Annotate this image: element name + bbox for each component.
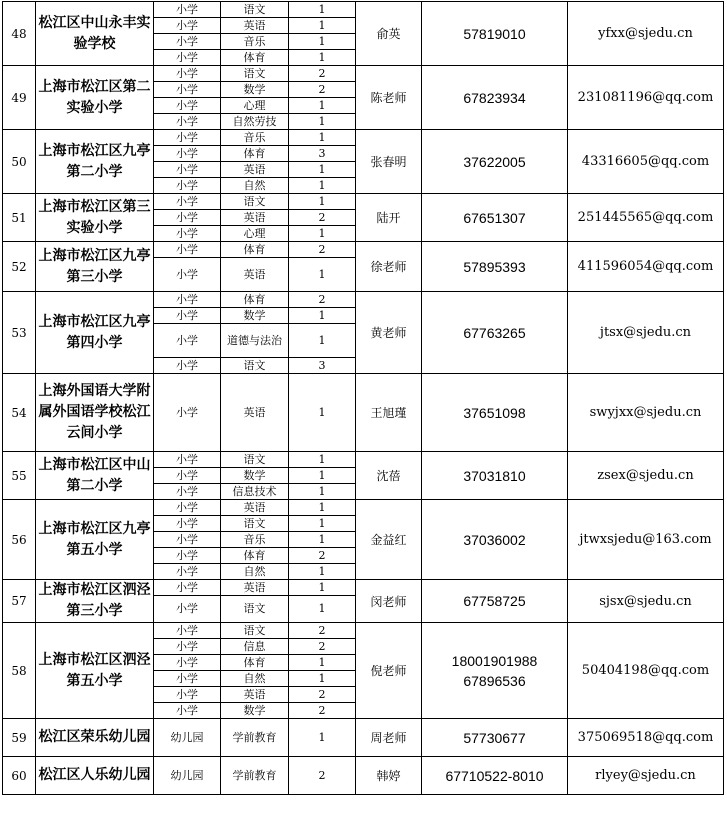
vacancy-subject: 英语 [221, 258, 289, 292]
vacancy-level: 小学 [154, 580, 221, 596]
table-row [3, 623, 724, 639]
contact-person: 俞英 [356, 2, 422, 66]
vacancy-level: 小学 [154, 292, 221, 308]
email-address: 50404198@qq.com [568, 623, 724, 719]
vacancy-count: 1 [289, 18, 356, 34]
vacancy-level: 小学 [154, 548, 221, 564]
table-row [3, 194, 724, 210]
table-body [3, 2, 724, 795]
vacancy-count: 1 [289, 226, 356, 242]
vacancy-level: 小学 [154, 564, 221, 580]
vacancy-count: 1 [289, 516, 356, 532]
vacancy-level: 小学 [154, 308, 221, 324]
table-row [3, 2, 724, 18]
vacancy-subject: 英语 [221, 687, 289, 703]
vacancy-subject: 心理 [221, 226, 289, 242]
contact-person: 韩婷 [356, 757, 422, 795]
vacancy-count: 1 [289, 719, 356, 757]
vacancy-count: 2 [289, 703, 356, 719]
vacancy-level: 幼儿园 [154, 719, 221, 757]
vacancy-subject: 语文 [221, 516, 289, 532]
vacancy-subject: 体育 [221, 50, 289, 66]
phone-number: 57730677 [422, 719, 568, 757]
vacancy-count: 1 [289, 484, 356, 500]
school-name: 上海市松江区九亭第五小学 [36, 500, 154, 580]
vacancy-count: 2 [289, 242, 356, 258]
email-address: rlyey@sjedu.cn [568, 757, 724, 795]
vacancy-level: 小学 [154, 639, 221, 655]
vacancy-subject: 音乐 [221, 34, 289, 50]
table-row [3, 242, 724, 258]
school-name: 上海外国语大学附属外国语学校松江云间小学 [36, 374, 154, 452]
contact-person: 闵老师 [356, 580, 422, 623]
vacancy-count: 1 [289, 468, 356, 484]
email-address: 411596054@qq.com [568, 242, 724, 292]
vacancy-level: 小学 [154, 162, 221, 178]
vacancy-subject: 学前教育 [221, 757, 289, 795]
school-name: 上海市松江区第二实验小学 [36, 66, 154, 130]
vacancy-subject: 学前教育 [221, 719, 289, 757]
table-row [3, 757, 724, 795]
vacancy-subject: 心理 [221, 98, 289, 114]
vacancy-count: 1 [289, 178, 356, 194]
vacancy-count: 3 [289, 358, 356, 374]
vacancy-subject: 数学 [221, 703, 289, 719]
vacancy-subject: 自然劳技 [221, 114, 289, 130]
email-address: jtsx@sjedu.cn [568, 292, 724, 374]
contact-person: 周老师 [356, 719, 422, 757]
vacancy-subject: 语文 [221, 596, 289, 623]
phone-number: 37036002 [422, 500, 568, 580]
school-number: 53 [3, 292, 36, 374]
school-number: 57 [3, 580, 36, 623]
vacancy-subject: 语文 [221, 194, 289, 210]
vacancy-count: 1 [289, 2, 356, 18]
email-address: zsex@sjedu.cn [568, 452, 724, 500]
vacancy-count: 1 [289, 532, 356, 548]
vacancy-count: 1 [289, 374, 356, 452]
vacancy-level: 小学 [154, 114, 221, 130]
vacancy-subject: 体育 [221, 292, 289, 308]
vacancy-count: 1 [289, 162, 356, 178]
vacancy-subject: 体育 [221, 548, 289, 564]
email-address: 375069518@qq.com [568, 719, 724, 757]
vacancy-level: 小学 [154, 226, 221, 242]
vacancy-subject: 语文 [221, 358, 289, 374]
vacancy-count: 1 [289, 98, 356, 114]
table-row [3, 580, 724, 596]
vacancy-subject: 语文 [221, 2, 289, 18]
table-row [3, 130, 724, 146]
vacancy-level: 小学 [154, 82, 221, 98]
vacancy-level: 小学 [154, 66, 221, 82]
school-number: 54 [3, 374, 36, 452]
vacancy-subject: 自然 [221, 671, 289, 687]
vacancy-count: 2 [289, 66, 356, 82]
contact-person: 徐老师 [356, 242, 422, 292]
vacancy-subject: 体育 [221, 242, 289, 258]
vacancy-count: 1 [289, 50, 356, 66]
email-address: 43316605@qq.com [568, 130, 724, 194]
vacancy-count: 1 [289, 580, 356, 596]
vacancy-table [2, 1, 724, 795]
vacancy-count: 1 [289, 34, 356, 50]
vacancy-count: 1 [289, 564, 356, 580]
contact-person: 王旭瑾 [356, 374, 422, 452]
contact-person: 金益红 [356, 500, 422, 580]
email-address: jtwxsjedu@163.com [568, 500, 724, 580]
vacancy-subject: 数学 [221, 82, 289, 98]
table-row [3, 292, 724, 308]
vacancy-level: 小学 [154, 374, 221, 452]
vacancy-count: 1 [289, 114, 356, 130]
phone-number: 37651098 [422, 374, 568, 452]
vacancy-level: 小学 [154, 258, 221, 292]
vacancy-level: 小学 [154, 596, 221, 623]
vacancy-subject: 数学 [221, 468, 289, 484]
table-row [3, 719, 724, 757]
school-name: 松江区人乐幼儿园 [36, 757, 154, 795]
vacancy-subject: 音乐 [221, 532, 289, 548]
school-name: 上海市松江区中山第二小学 [36, 452, 154, 500]
contact-person: 倪老师 [356, 623, 422, 719]
vacancy-level: 小学 [154, 210, 221, 226]
phone-number: 67758725 [422, 580, 568, 623]
contact-person: 黄老师 [356, 292, 422, 374]
school-number: 56 [3, 500, 36, 580]
vacancy-subject: 自然 [221, 564, 289, 580]
vacancy-level: 小学 [154, 2, 221, 18]
vacancy-level: 小学 [154, 623, 221, 639]
vacancy-subject: 语文 [221, 452, 289, 468]
email-address: 251445565@qq.com [568, 194, 724, 242]
vacancy-count: 2 [289, 687, 356, 703]
vacancy-count: 1 [289, 308, 356, 324]
vacancy-count: 1 [289, 671, 356, 687]
vacancy-count: 1 [289, 452, 356, 468]
vacancy-level: 小学 [154, 98, 221, 114]
vacancy-level: 小学 [154, 703, 221, 719]
vacancy-level: 幼儿园 [154, 757, 221, 795]
vacancy-count: 2 [289, 82, 356, 98]
vacancy-level: 小学 [154, 194, 221, 210]
school-number: 51 [3, 194, 36, 242]
vacancy-subject: 道德与法治 [221, 324, 289, 358]
vacancy-subject: 数学 [221, 308, 289, 324]
school-number: 52 [3, 242, 36, 292]
vacancy-subject: 英语 [221, 18, 289, 34]
vacancy-subject: 英语 [221, 162, 289, 178]
phone-number: 67710522-8010 [422, 757, 568, 795]
vacancy-subject: 体育 [221, 655, 289, 671]
school-number: 48 [3, 2, 36, 66]
vacancy-count: 1 [289, 324, 356, 358]
school-name: 上海市松江区泗泾第三小学 [36, 580, 154, 623]
vacancy-level: 小学 [154, 18, 221, 34]
vacancy-level: 小学 [154, 358, 221, 374]
table-row [3, 452, 724, 468]
vacancy-level: 小学 [154, 468, 221, 484]
vacancy-level: 小学 [154, 655, 221, 671]
contact-person: 陆开 [356, 194, 422, 242]
vacancy-level: 小学 [154, 452, 221, 468]
vacancy-count: 2 [289, 757, 356, 795]
school-number: 60 [3, 757, 36, 795]
phone-number: 57895393 [422, 242, 568, 292]
vacancy-level: 小学 [154, 671, 221, 687]
contact-person: 沈蓓 [356, 452, 422, 500]
vacancy-subject: 体育 [221, 146, 289, 162]
school-number: 49 [3, 66, 36, 130]
vacancy-count: 2 [289, 292, 356, 308]
vacancy-subject: 信息技术 [221, 484, 289, 500]
email-address: swyjxx@sjedu.cn [568, 374, 724, 452]
school-number: 50 [3, 130, 36, 194]
vacancy-level: 小学 [154, 484, 221, 500]
vacancy-count: 2 [289, 623, 356, 639]
vacancy-level: 小学 [154, 516, 221, 532]
vacancy-level: 小学 [154, 242, 221, 258]
vacancy-subject: 音乐 [221, 130, 289, 146]
vacancy-subject: 语文 [221, 66, 289, 82]
school-name: 上海市松江区九亭第四小学 [36, 292, 154, 374]
vacancy-count: 2 [289, 548, 356, 564]
school-name: 松江区荣乐幼儿园 [36, 719, 154, 757]
vacancy-count: 3 [289, 146, 356, 162]
email-address: 231081196@qq.com [568, 66, 724, 130]
table-row [3, 500, 724, 516]
school-number: 58 [3, 623, 36, 719]
vacancy-count: 1 [289, 130, 356, 146]
vacancy-count: 1 [289, 258, 356, 292]
vacancy-count: 1 [289, 194, 356, 210]
vacancy-subject: 英语 [221, 580, 289, 596]
table-row [3, 66, 724, 82]
vacancy-count: 2 [289, 210, 356, 226]
vacancy-level: 小学 [154, 500, 221, 516]
vacancy-subject: 英语 [221, 210, 289, 226]
phone-number: 67651307 [422, 194, 568, 242]
phone-number: 37031810 [422, 452, 568, 500]
contact-person: 陈老师 [356, 66, 422, 130]
vacancy-level: 小学 [154, 50, 221, 66]
vacancy-subject: 信息 [221, 639, 289, 655]
vacancy-level: 小学 [154, 130, 221, 146]
email-address: sjsx@sjedu.cn [568, 580, 724, 623]
school-name: 上海市松江区第三实验小学 [36, 194, 154, 242]
vacancy-count: 1 [289, 500, 356, 516]
phone-number: 57819010 [422, 2, 568, 66]
email-address: yfxx@sjedu.cn [568, 2, 724, 66]
vacancy-subject: 英语 [221, 500, 289, 516]
vacancy-level: 小学 [154, 34, 221, 50]
school-number: 59 [3, 719, 36, 757]
school-name: 上海市松江区九亭第二小学 [36, 130, 154, 194]
phone-number: 67823934 [422, 66, 568, 130]
school-name: 上海市松江区泗泾第五小学 [36, 623, 154, 719]
phone-number: 18001901988 67896536 [422, 623, 568, 719]
vacancy-level: 小学 [154, 687, 221, 703]
vacancy-subject: 英语 [221, 374, 289, 452]
contact-person: 张春明 [356, 130, 422, 194]
phone-number: 67763265 [422, 292, 568, 374]
phone-number: 37622005 [422, 130, 568, 194]
vacancy-level: 小学 [154, 178, 221, 194]
vacancy-level: 小学 [154, 146, 221, 162]
vacancy-level: 小学 [154, 324, 221, 358]
vacancy-level: 小学 [154, 532, 221, 548]
vacancy-count: 2 [289, 639, 356, 655]
vacancy-count: 1 [289, 655, 356, 671]
school-name: 松江区中山永丰实验学校 [36, 2, 154, 66]
vacancy-subject: 语文 [221, 623, 289, 639]
vacancy-subject: 自然 [221, 178, 289, 194]
school-name: 上海市松江区九亭第三小学 [36, 242, 154, 292]
table-row [3, 374, 724, 452]
school-number: 55 [3, 452, 36, 500]
vacancy-count: 1 [289, 596, 356, 623]
